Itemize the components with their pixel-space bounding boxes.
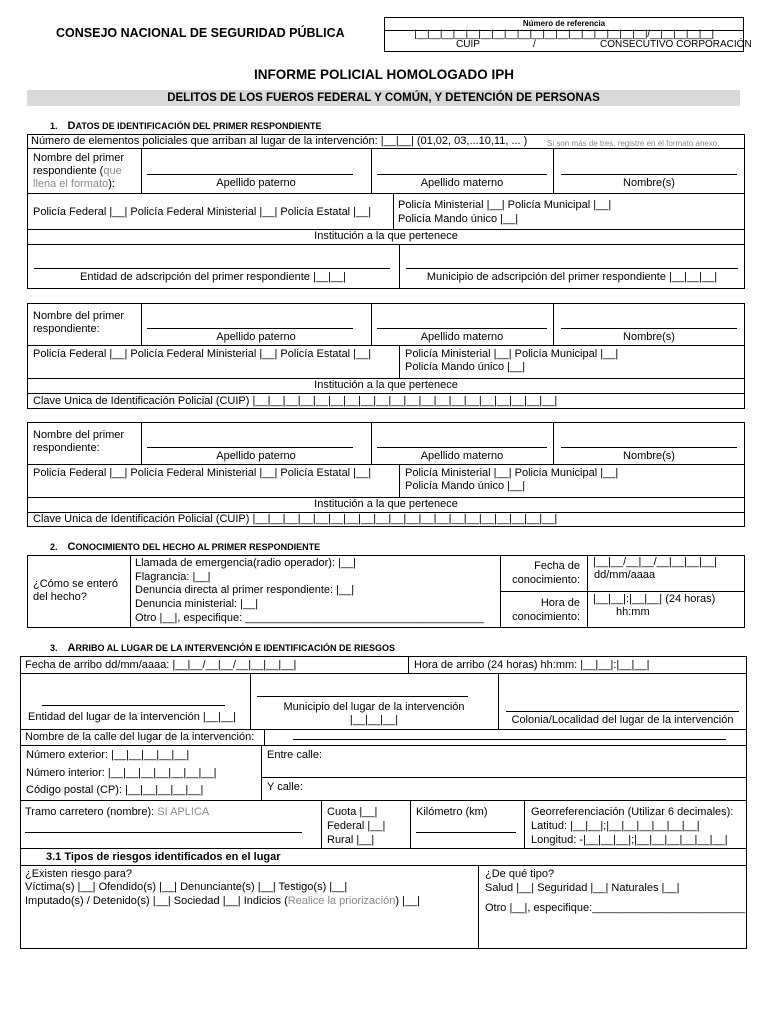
slash-caption: /: [533, 39, 536, 50]
corp-left-3-options[interactable]: Policía Federal |__| Policía Federal Ministerial |__| Policía Estatal |__|: [33, 467, 372, 479]
entidad-label: Entidad de adscripción del primer respondiente |__|__|: [79, 271, 346, 283]
como-label-2: del hecho?: [33, 591, 87, 603]
longitud-field[interactable]: Longitud: -|__|__|__|;|__|__|__|__|__|__|: [531, 834, 728, 846]
name-label-3-line2: respondiente:: [33, 442, 100, 454]
cuip-caption: CUIP: [456, 39, 480, 50]
num-elements-note: Si son más de tres, registre en el formato anexo.: [547, 139, 720, 148]
entidad-lugar-label: Entidad del lugar de la intervención |__|__|: [28, 711, 236, 723]
apellido-materno-3-label: Apellido materno: [420, 450, 504, 462]
opt-otro[interactable]: Otro |__|, especifique: _______________________________________: [135, 612, 484, 624]
fecha-conocimiento-label-2: conocimiento:: [512, 574, 580, 586]
apellido-materno-2-label: Apellido materno: [420, 331, 504, 343]
apellido-materno-input[interactable]: [377, 174, 547, 175]
corp-left-options[interactable]: Policía Federal |__| Policía Federal Ministerial |__| Policía Estatal |__|: [33, 206, 372, 218]
hora-conocimiento-label-2: conocimiento:: [512, 611, 580, 623]
opt-denuncia-ministerial[interactable]: Denuncia ministerial: |__|: [135, 598, 259, 610]
cuota-option[interactable]: Cuota |__|: [327, 806, 378, 818]
apellido-paterno-2-label: Apellido paterno: [216, 331, 296, 343]
hora-conocimiento-label-1: Hora de: [540, 597, 580, 609]
form-title: INFORME POLICIAL HOMOLOGADO IPH: [253, 67, 514, 82]
reference-number-title: Número de referencia: [522, 19, 606, 28]
corp-right-options-2[interactable]: Policía Mando único |__|: [398, 213, 519, 225]
tramo-input[interactable]: [25, 832, 302, 833]
apellido-paterno-label: Apellido paterno: [216, 177, 296, 189]
entre-calle-field[interactable]: Entre calle:: [267, 749, 323, 761]
riesgos-subtitle: 3.1 Tipos de riesgos identificados en el lugar: [46, 851, 281, 863]
y-calle-field[interactable]: Y calle:: [267, 781, 303, 793]
nombres-2-input[interactable]: [561, 328, 737, 329]
nombres-2-label: Nombre(s): [623, 331, 675, 343]
apellido-paterno-2-input[interactable]: [147, 328, 353, 329]
nombres-input[interactable]: [561, 174, 737, 175]
hora-conocimiento-field[interactable]: |__|__|:|__|__| (24 horas): [593, 593, 716, 605]
name-label-line3: llena el formato):: [33, 178, 115, 190]
municipio-lugar-boxes[interactable]: |__|__|__|: [349, 714, 399, 726]
kilometro-label: Kilómetro (km): [416, 806, 488, 818]
que-tipo-label: ¿De qué tipo?: [485, 868, 555, 880]
name-label-2-line2: respondiente:: [33, 323, 100, 335]
municipio-lugar-input[interactable]: [257, 696, 468, 697]
municipio-input[interactable]: [406, 268, 738, 269]
apellido-materno-label: Apellido materno: [420, 177, 504, 189]
kilometro-input[interactable]: [416, 832, 516, 833]
tipo-riesgo-options[interactable]: Salud |__| Seguridad |__| Naturales |__|: [485, 882, 680, 894]
como-label-1: ¿Cómo se enteró: [33, 578, 118, 590]
colonia-input[interactable]: [506, 711, 739, 712]
institucion-3-label: Institución a la que pertenece: [314, 498, 458, 510]
latitud-field[interactable]: Latitud: |__|__|;|__|__|__|__|__|__|: [531, 820, 700, 832]
nombres-3-input[interactable]: [561, 447, 737, 448]
riesgo-imputado-options[interactable]: Imputado(s) / Detenido(s) |__| Sociedad |__| Indicios (Realice la priorización) |__|: [25, 895, 421, 907]
numero-exterior-field[interactable]: Número exterior: |__|__|__|__|__|: [26, 749, 190, 761]
section-2-title: 2. CONOCIMIENTO DEL HECHO AL PRIMER RESPONDIENTE: [50, 541, 321, 553]
institucion-label: Institución a la que pertenece: [314, 230, 458, 242]
fecha-arribo-field[interactable]: Fecha de arribo dd/mm/aaaa: |__|__/__|__/__|__|__|__|: [25, 659, 297, 671]
tramo-label: Tramo carretero (nombre): SI APLICA: [25, 806, 210, 818]
apellido-paterno-3-input[interactable]: [147, 447, 353, 448]
reference-number-field[interactable]: |__|__|__|__|__|__|__|__|__|__|__|__|__|__|__|__|__|__|/__|__|__|__|__|: [414, 29, 714, 40]
section-1-title: 1. DATOS DE IDENTIFICACIÓN DEL PRIMER RESPONDIENTE: [50, 120, 322, 132]
fecha-conocimiento-field[interactable]: |__|__/__|__/__|__|__|__|: [593, 556, 717, 568]
num-elements-field[interactable]: Número de elementos policiales que arriban al lugar de la intervención: |__|__| (01,02, 03,...10,11, ... ): [31, 135, 528, 147]
colonia-label: Colonia/Localidad del lugar de la intervención: [511, 714, 734, 726]
corp-right-3-options-2[interactable]: Policía Mando único |__|: [405, 480, 526, 492]
cuip-3-field[interactable]: Clave Unica de Identificación Policial (CUIP) |__|__|__|__|__|__|__|__|__|__|__|__|__|__|__|__|__|__|__|__|: [33, 513, 558, 525]
hora-arribo-field[interactable]: Hora de arribo (24 horas) hh:mm: |__|__|:|__|__|: [414, 659, 650, 671]
municipio-lugar-label: Municipio del lugar de la intervención: [283, 701, 465, 713]
apellido-materno-3-input[interactable]: [377, 447, 547, 448]
opt-flagrancia[interactable]: Flagrancia: |__|: [135, 571, 211, 583]
rural-option[interactable]: Rural |__|: [327, 834, 375, 846]
numero-interior-field[interactable]: Número interior: |__|__|__|__|__|__|__|: [26, 767, 217, 779]
fecha-conocimiento-format: dd/mm/aaaa: [594, 569, 656, 581]
entidad-lugar-input[interactable]: [42, 705, 225, 706]
name-label-2-line1: Nombre del primer: [33, 310, 125, 322]
otro-riesgo-field[interactable]: Otro |__|, especifique:_________________________: [485, 902, 746, 914]
federal-option[interactable]: Federal |__|: [327, 820, 386, 832]
section-3-title: 3. ARRIBO AL LUGAR DE LA INTERVENCIÓN E IDENTIFICACIÓN DE RIESGOS: [50, 642, 396, 654]
nombres-label: Nombre(s): [623, 177, 675, 189]
corp-right-options-1[interactable]: Policía Ministerial |__| Policía Municipal |__|: [398, 199, 612, 211]
corp-left-2-options[interactable]: Policía Federal |__| Policía Federal Ministerial |__| Policía Estatal |__|: [33, 348, 372, 360]
consecutivo-caption: CONSECUTIVO CORPORACIÓN: [600, 39, 752, 50]
riesgo-personas-options[interactable]: Víctima(s) |__| Ofendido(s) |__| Denunciante(s) |__| Testigo(s) |__|: [25, 881, 348, 893]
hora-conocimiento-format: hh:mm: [616, 606, 650, 618]
apellido-paterno-3-label: Apellido paterno: [216, 450, 296, 462]
codigo-postal-field[interactable]: Código postal (CP): |__|__|__|__|__|: [26, 784, 204, 796]
name-label-line2: respondiente (que: [33, 165, 122, 177]
corp-right-2-options-2[interactable]: Policía Mando único |__|: [405, 361, 526, 373]
institucion-2-label: Institución a la que pertenece: [314, 379, 458, 391]
entidad-input[interactable]: [34, 268, 390, 269]
opt-llamada[interactable]: Llamada de emergencia(radio operador): |__|: [135, 557, 356, 569]
opt-denuncia-directa[interactable]: Denuncia directa al primer respondiente: |__|: [135, 584, 355, 596]
council-title: CONSEJO NACIONAL DE SEGURIDAD PÚBLICA: [56, 26, 345, 40]
apellido-paterno-input[interactable]: [147, 174, 353, 175]
existen-riesgo-label: ¿Existen riesgo para?: [25, 868, 132, 880]
corp-right-2-options-1[interactable]: Policía Ministerial |__| Policía Municipal |__|: [405, 348, 619, 360]
name-label-3-line1: Nombre del primer: [33, 429, 125, 441]
municipio-label: Municipio de adscripción del primer respondiente |__|__|__|: [426, 271, 718, 283]
georef-label: Georreferenciación (Utilizar 6 decimales):: [531, 806, 734, 818]
calle-input[interactable]: [293, 739, 726, 740]
corp-right-3-options-1[interactable]: Policía Ministerial |__| Policía Municipal |__|: [405, 467, 619, 479]
nombres-3-label: Nombre(s): [623, 450, 675, 462]
fecha-conocimiento-label-1: Fecha de: [534, 560, 580, 572]
name-label-line1: Nombre del primer: [33, 152, 125, 164]
calle-label: Nombre de la calle del lugar de la intervención:: [25, 731, 255, 743]
form-subtitle: DELITOS DE LOS FUEROS FEDERAL Y COMÚN, Y DETENCIÓN DE PERSONAS: [167, 92, 600, 104]
cuip-2-field[interactable]: Clave Unica de Identificación Policial (CUIP) |__|__|__|__|__|__|__|__|__|__|__|__|__|__|__|__|__|__|__|__|: [33, 395, 558, 407]
apellido-materno-2-input[interactable]: [377, 328, 547, 329]
